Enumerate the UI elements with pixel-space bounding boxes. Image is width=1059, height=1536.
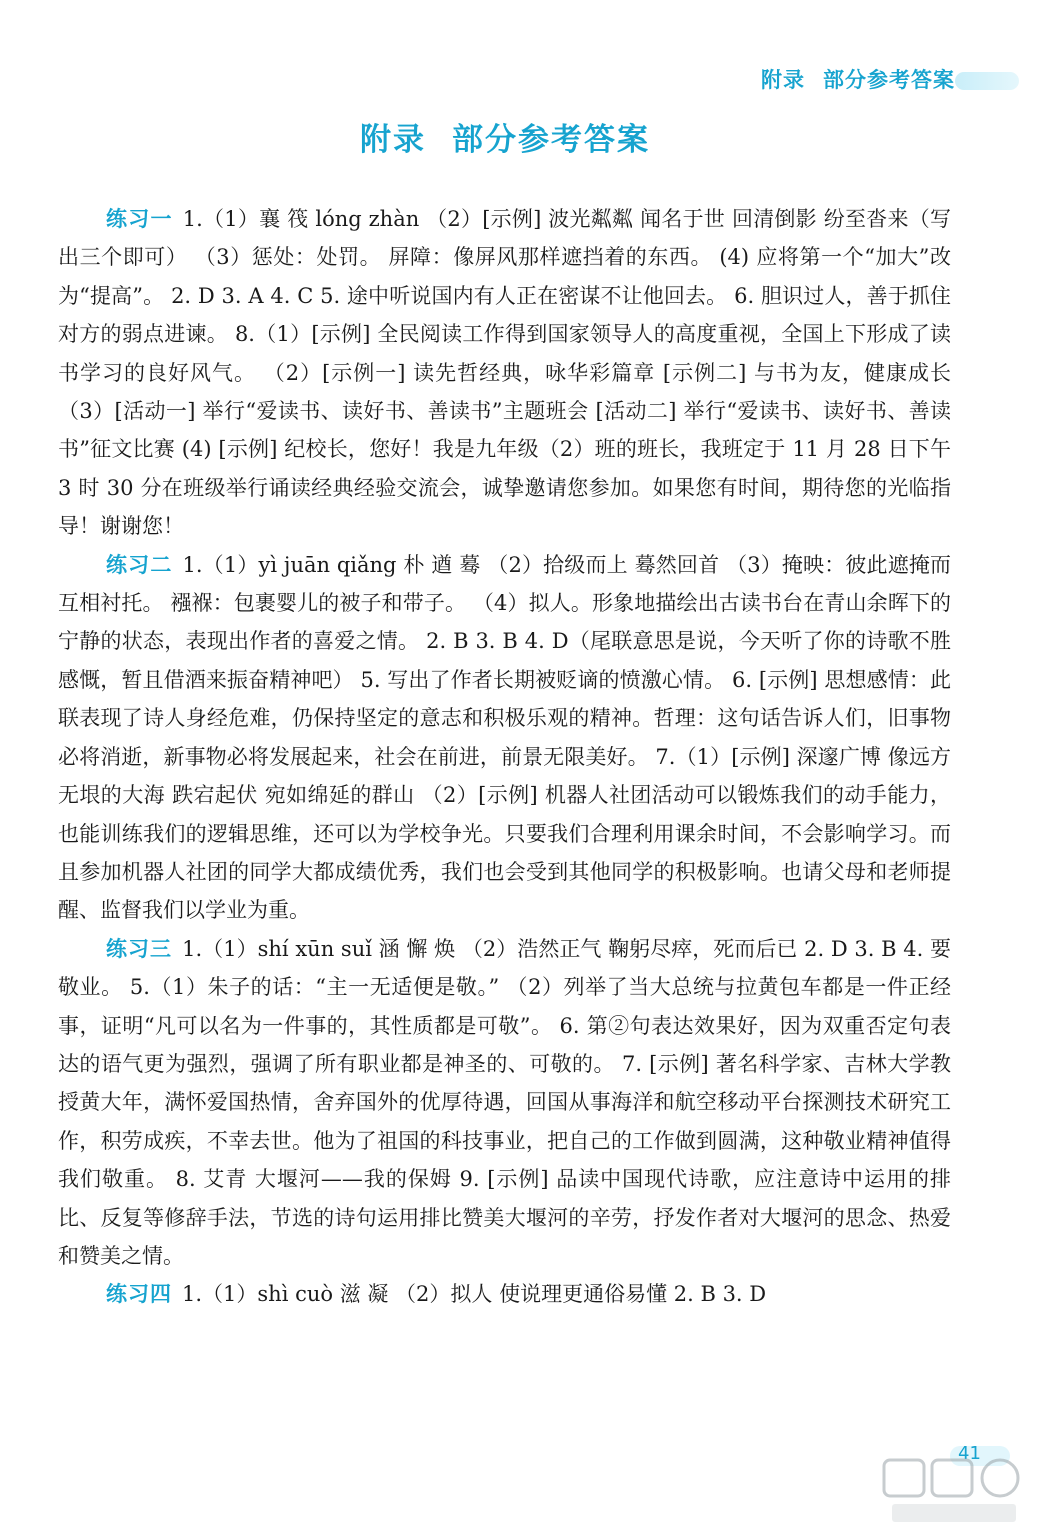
exercise-3 xyxy=(58,930,951,1276)
exercise-1-label: 练习一 xyxy=(106,207,173,231)
exercise-1 xyxy=(58,200,951,546)
exercise-2-text: 1.（1）yì juān qiǎng 朴 遒 蓦 （2）拾级而上 蓦然回首 （3）掩映：彼此遮掩而互相衬托。 襁褓：包裹婴儿的被子和带子。 （4）拟人。形象地描绘出古读书台在青山余晖下的宁静的状态，表现出作者的喜爱之情。 2. B 3. B 4. D（尾联意思是说，今天听了你的诗歌不胜感慨，暂且借酒来振奋精神吧） 5. 写出了作者长期被贬谪的愤激心情。 6. [示例] 思想感情：此联表现了诗人身经危难，仍保持坚定的意志和积极乐观的精神。哲理：这句话告诉人们，旧事物必将消逝，新事物必将发展起来，社会在前进，前景无限美好。 7.（1）[示例] 深邃广博 像远方无垠的大海 跌宕起伏 宛如绵延的群山 （2）[示例] 机器人社团活动可以锻炼我们的动手能力，也能训练我们的逻辑思维，还可以为学校争光。只要我们合理利用课余时间，不会影响学习。而且参加机器人社团的同学大都成绩优秀，我们也会受到其他同学的积极影响。也请父母和老师提醒、监督我们以学业为重。 xyxy=(58,552,952,923)
exercise-4-label: 练习四 xyxy=(106,1282,172,1307)
exercise-1-text: 1.（1）襄 筏 lóng zhàn （2）[示例] 波光粼粼 闻名于世 回清倒影 纷至沓来（写出三个即可） （3）惩处：处罚。 屏障：像屏风那样遮挡着的东西。 (4) 应将第一个“加大”改为“提高”。 2. D 3. A 4. C 5. 途中听说国内有人正在密谋不让他回去。 6. 胆识过人，善于抓住对方的弱点进谏。 8.（1）[示例] 全民阅读工作得到国家领导人的高度重视，全国上下形成了读书学习的良好风气。 （2）[示例一] 读先哲经典，咏华彩篇章 [示例二] 与书为友，健康成长 （3）[活动一] 举行“爱读书、读好书、善读书”主题班会 [活动二] 举行“爱读书、读好书、善读书”征文比赛 (4) [示例] 纪校长，您好！我是九年级（2）班的班长，我班定于 11 月 28 日下午 3 时 30 分在班级举行诵读经典经验交流会，诚挚邀请您参加。如果您有时间，期待您的光临指导！谢谢您！ xyxy=(58,207,951,539)
exercise-2-label: 练习二 xyxy=(106,552,173,577)
exercise-2 xyxy=(58,546,951,930)
exercise-3-text: 1.（1）shí xūn suǐ 涵 懈 焕 （2）浩然正气 鞠躬尽瘁，死而后已 2. D 3. B 4. 要敬业。 5.（1）朱子的话：“主一无适便是敬。” （2）列举了当大总统与拉黄包车都是一件正经事，证明“凡可以名为一件事的，其性质都是可敬”。 6. 第②句表达效果好，因为双重否定句表达的语气更为强烈，强调了所有职业都是神圣的、可敬的。 7. [示例] 著名科学家、吉林大学教授黄大年，满怀爱国热情，舍弃国外的优厚待遇，回国从事海洋和航空移动平台探测技术研究工作，积劳成疾，不幸去世。他为了祖国的科技事业，把自己的工作做到圆满，这种敬业精神值得我们敬重。 8. 艾青 大堰河——我的保姆 9. [示例] 品读中国现代诗歌，应注意诗中运用的排比、反复等修辞手法，节选的诗句运用排比赞美大堰河的辛劳，抒发作者对大堰河的思念、热爱和赞美之情。 xyxy=(58,936,952,1268)
running-header-section: 附录 xyxy=(761,68,805,92)
watermark-logo xyxy=(878,1456,1028,1528)
exercise-4 xyxy=(58,1275,951,1313)
header-decoration-bar xyxy=(955,72,1019,90)
page-title-part1: 附录 xyxy=(360,122,426,158)
exercise-3-label: 练习三 xyxy=(106,936,173,961)
page-number: 41 xyxy=(958,1443,981,1464)
exercise-4-text: 1.（1）shì cuò 滋 凝 （2）拟人 使说理更通俗易懂 2. B 3. D xyxy=(182,1282,767,1307)
page-title-part2: 部分参考答案 xyxy=(452,122,650,158)
running-header-title: 部分参考答案 xyxy=(823,68,955,92)
running-header xyxy=(761,64,955,94)
answer-content xyxy=(58,200,951,1314)
page-title xyxy=(0,114,1010,159)
